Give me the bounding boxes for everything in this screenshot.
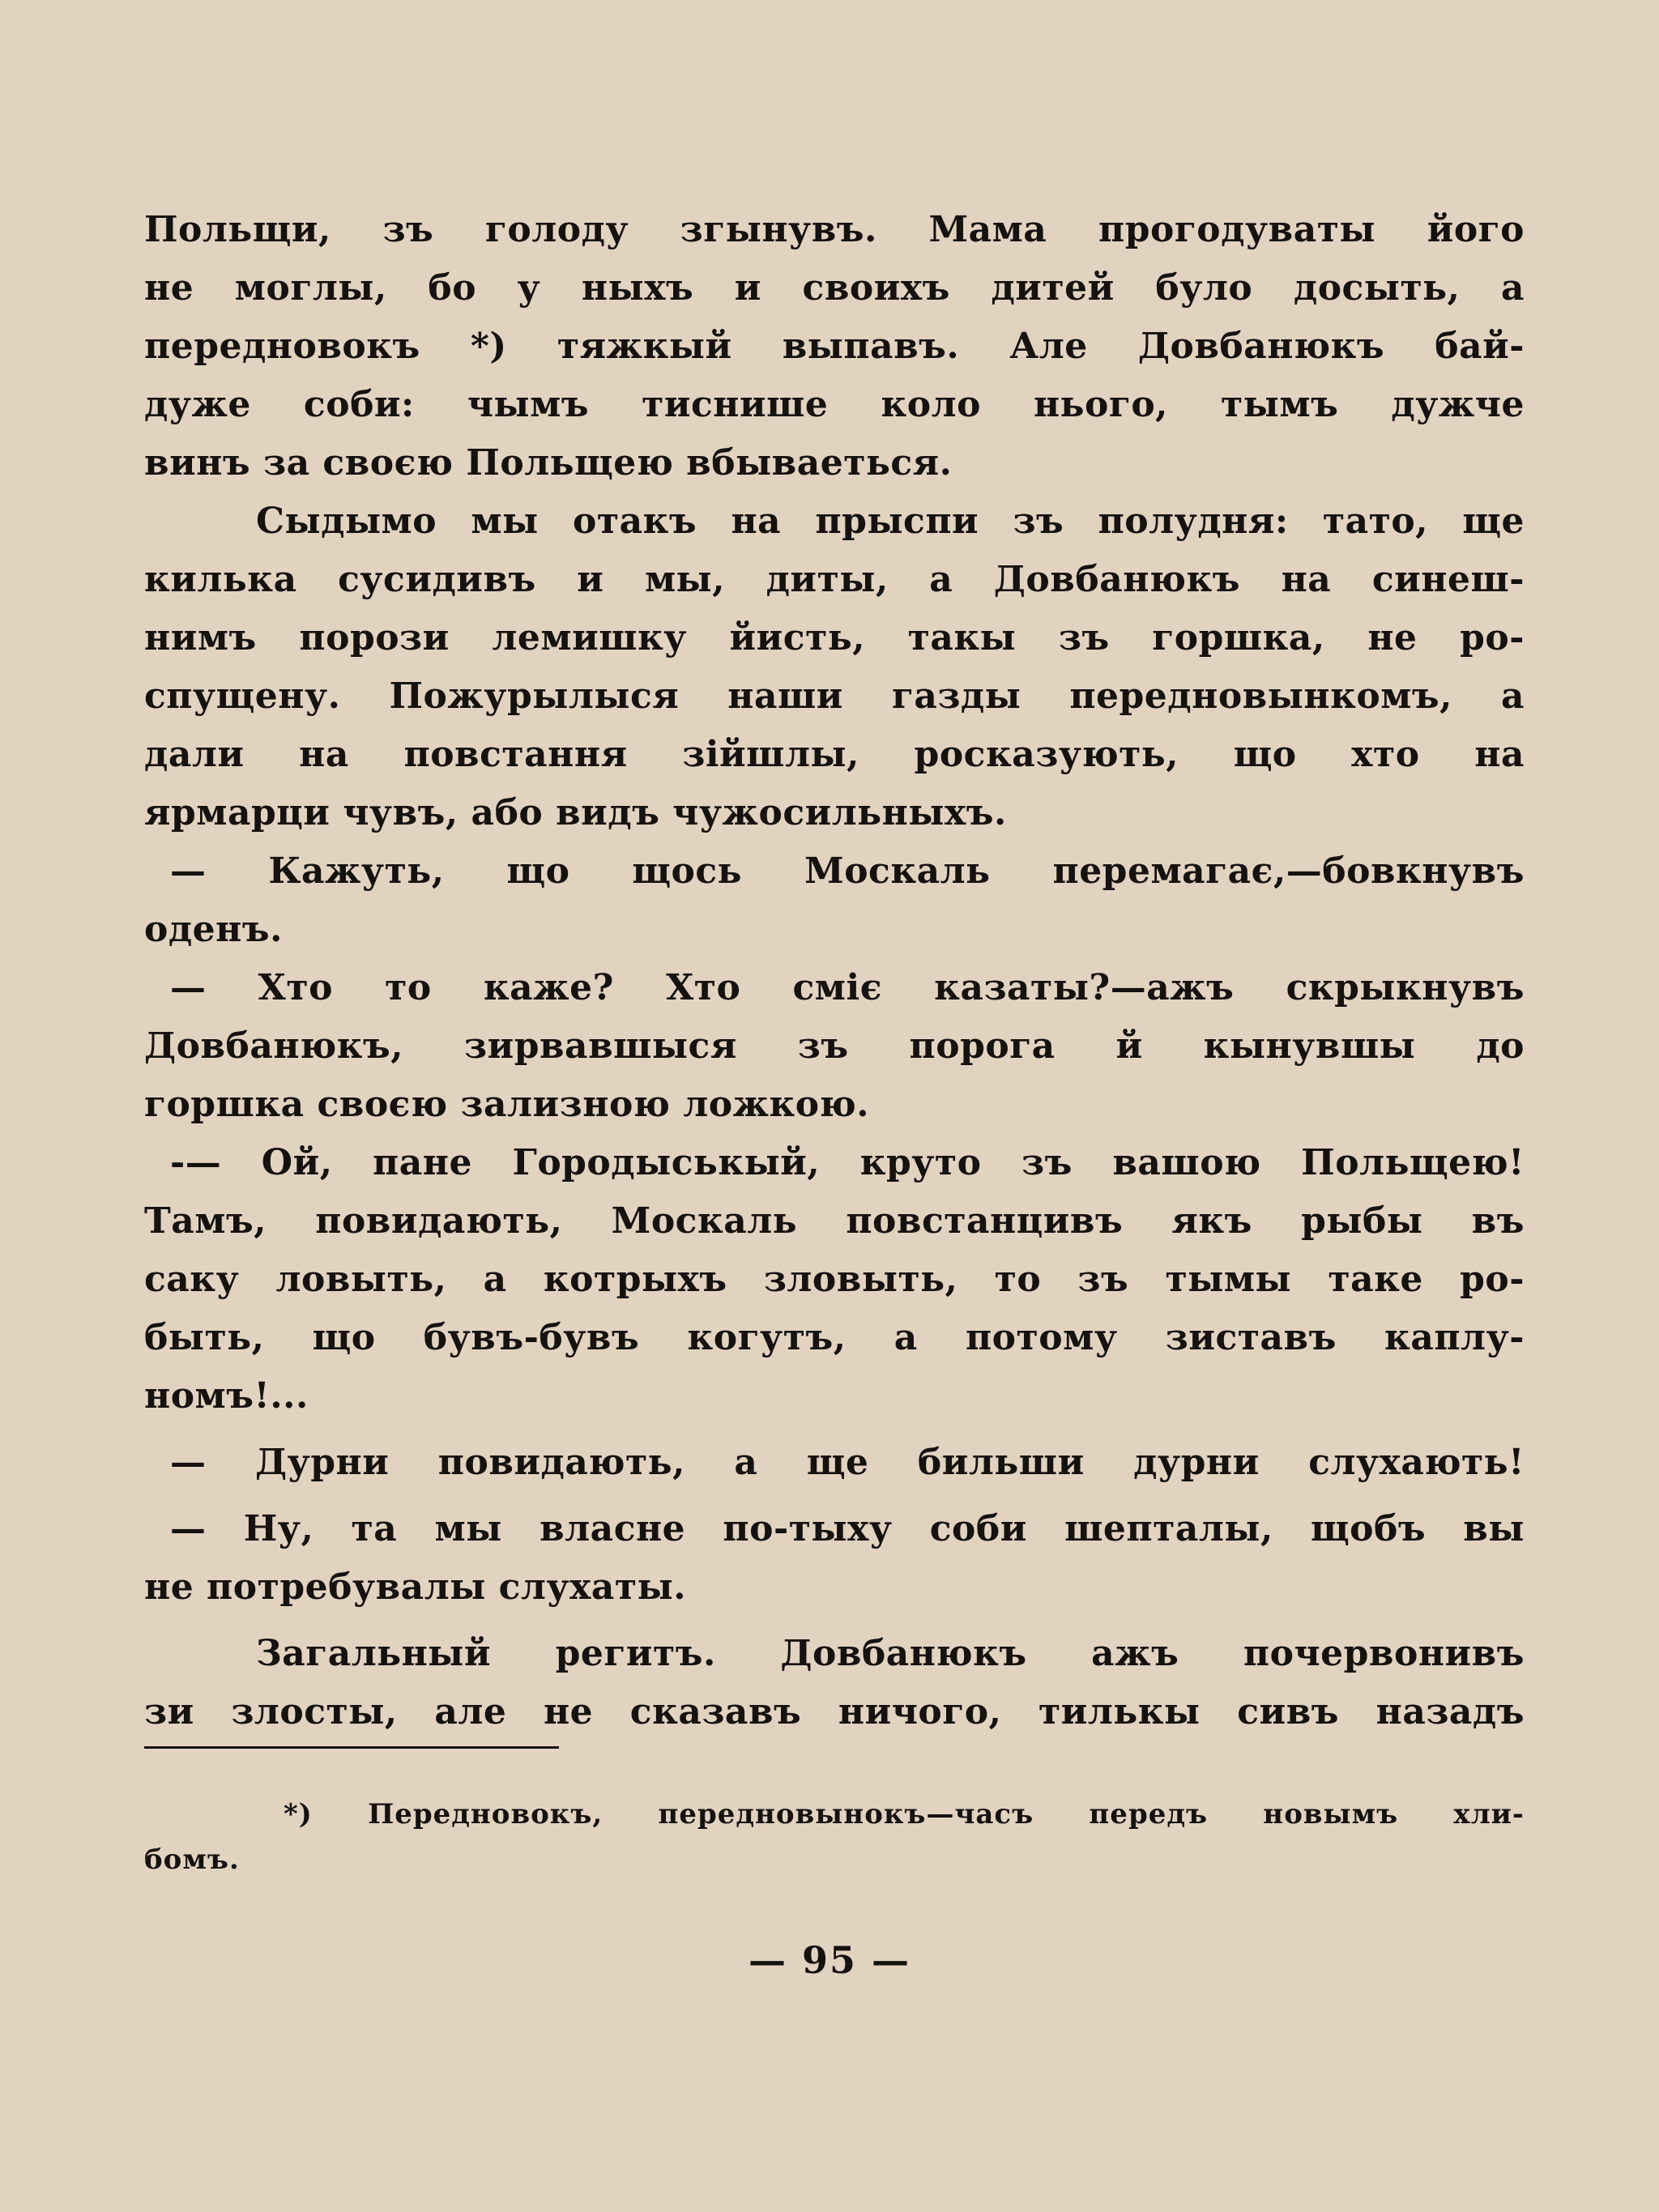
text-line: — Хто то каже? Хто сміє казаты?—ажъ скрыкнувъ [170,967,1525,1008]
text-line: Тамъ, повидають, Москаль повстанцивъ якъ рыбы въ [144,1200,1525,1242]
main-text [144,201,1525,1741]
text-line: Сыдымо мы отакъ на прыспи зъ полудня: тато, ще [256,501,1525,542]
text-line: — Ну, та мы власне по-тыху соби шепталы, щобъ вы [170,1508,1525,1549]
text-line: Довбанюкъ, зирвавшыся зъ порога й кынувшы до [144,1025,1525,1067]
text-line: саку ловыть, а котрыхъ зловыть, то зъ тымы таке ро- [144,1259,1525,1300]
text-line: зи злосты, але не сказавъ ничого, тилькы сивъ назадъ [144,1691,1525,1733]
page-number: — 95 — [748,1938,911,1982]
footnote-line: бомъ. [144,1843,240,1876]
text-line: спущену. Пожурылыся наши газды передновынкомъ, а [144,676,1525,717]
text-line: -— Ой, пане Городыськый, круто зъ вашою Польщею! [170,1142,1525,1183]
text-line: оденъ. [144,909,283,950]
text-line: не моглы, бо у ныхъ и своихъ дитей було досыть, а [144,267,1525,309]
text-line: ярмарци чувъ, або видъ чужосильныхъ. [144,792,1007,833]
text-line: не потребувалы слухаты. [144,1566,687,1608]
text-line: горшка своєю зализною ложкою. [144,1084,870,1125]
text-line: винъ за своєю Польщею вбываеться. [144,442,953,484]
text-line: дуже соби: чымъ тиснише коло нього, тымъ дужче [144,384,1525,425]
text-line: нимъ порози лемишку йисть, такы зъ горшка, не ро- [144,617,1525,658]
text-line: Загальный регитъ. Довбанюкъ ажъ почервонивъ [256,1633,1525,1674]
text-line: килька сусидивъ и мы, диты, а Довбанюкъ на синеш- [144,559,1525,600]
text-line: быть, що бувъ-бувъ когутъ, а потому зиставъ каплу- [144,1317,1525,1358]
text-line: — Дурни повидають, а ще бильши дурни слухають! [170,1442,1525,1483]
text-line: передновокъ *) тяжкый выпавъ. Але Довбанюкъ бай- [144,326,1525,367]
text-line: Польщи, зъ голоду згынувъ. Мама прогодуваты його [144,209,1525,250]
footnote-divider [144,1746,559,1749]
text-line: номъ!... [144,1375,309,1417]
footnote-line: *) Передновокъ, передновынокъ—часъ передъ новымъ хли- [284,1798,1525,1831]
text-line: — Кажуть, що щось Москаль перемагає,—бовкнувъ [170,850,1525,892]
footnote [144,1792,1525,1882]
text-line: дали на повстання зійшлы, росказують, що хто на [144,734,1525,775]
